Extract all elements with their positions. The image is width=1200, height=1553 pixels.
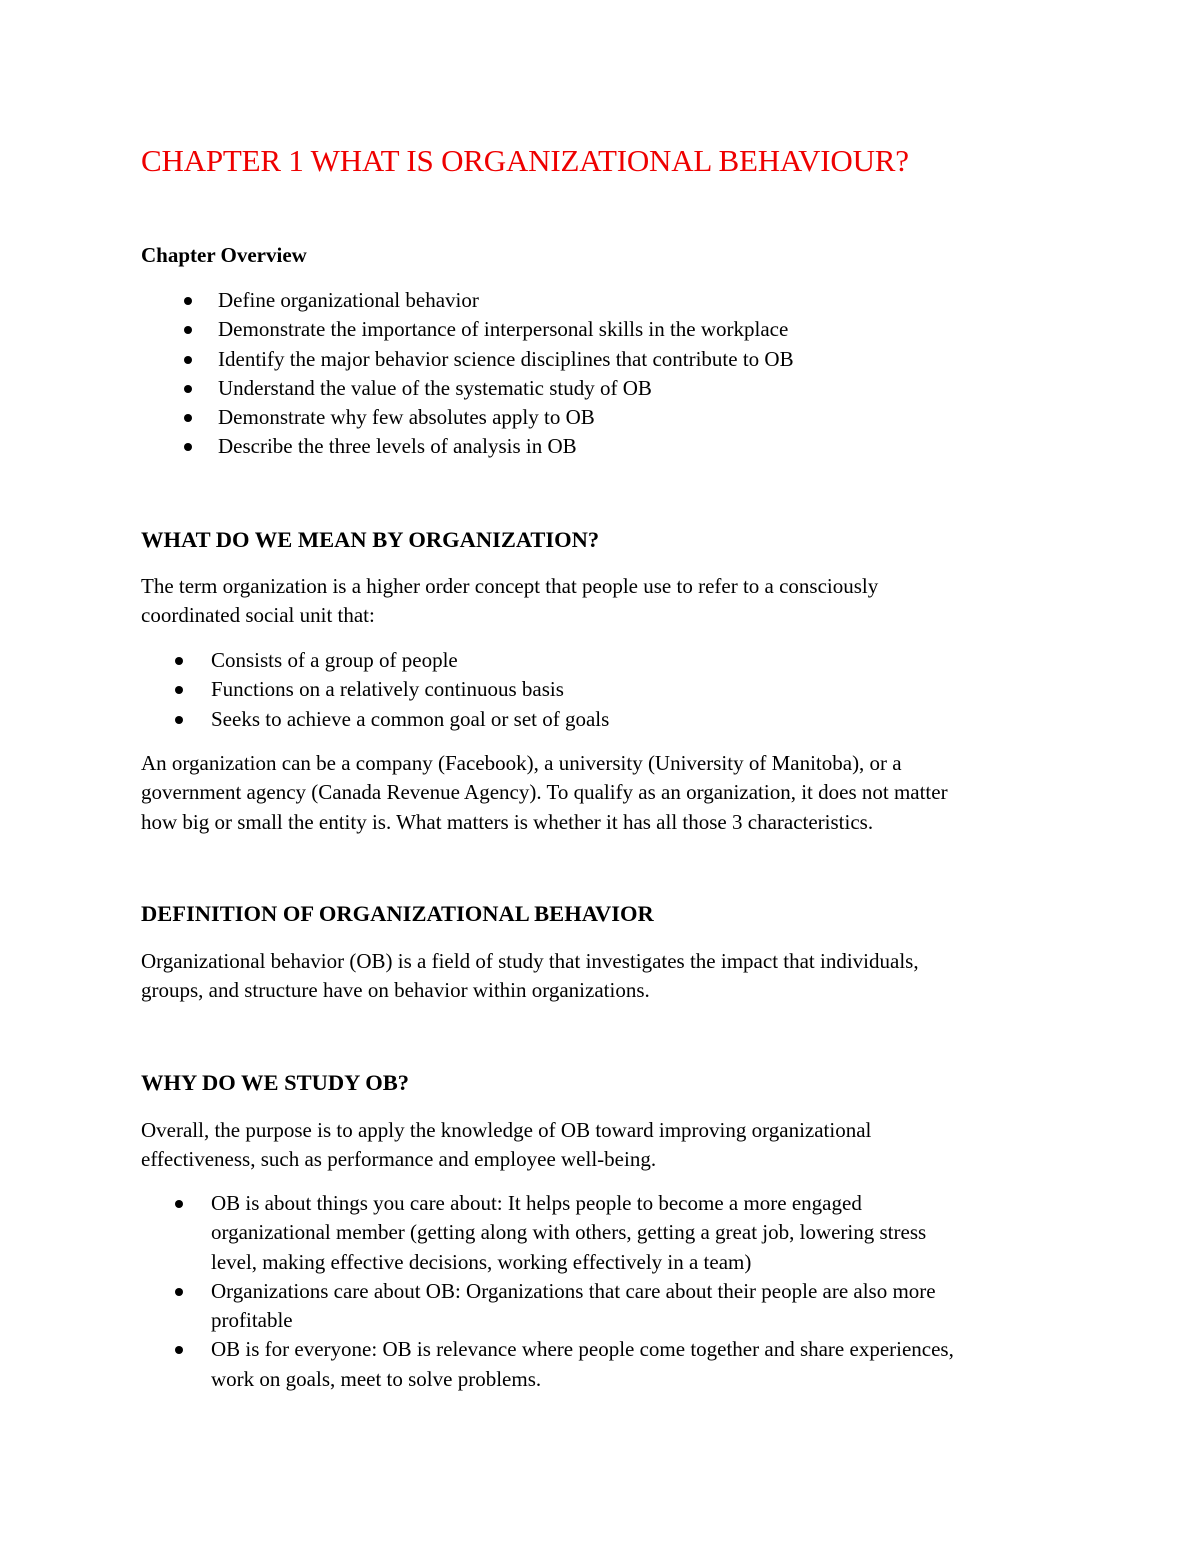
bullet-icon [175, 1346, 183, 1354]
list-item-text: Demonstrate the importance of interpersonal skills in the workplace [218, 317, 789, 342]
text-line: An organization can be a company (Facebook), a university (University of Manitoba), or a [141, 751, 902, 775]
chapter-overview-list [218, 286, 794, 462]
text-line: coordinated social unit that: [141, 603, 375, 628]
text-line: Overall, the purpose is to apply the knowledge of OB toward improving organizational [141, 1118, 872, 1142]
chapter-title: CHAPTER 1 WHAT IS ORGANIZATIONAL BEHAVIOUR? [141, 143, 909, 178]
definition-heading: DEFINITION OF ORGANIZATIONAL BEHAVIOR [141, 901, 654, 926]
bullet-icon [184, 326, 192, 334]
list-item [211, 1335, 1061, 1394]
list-item [218, 286, 794, 315]
text-line: profitable [211, 1308, 293, 1333]
list-item-text: Identify the major behavior science disciplines that contribute to OB [218, 346, 794, 371]
text-line: organizational member (getting along with others, getting a great job, lowering stress [211, 1220, 927, 1245]
chapter-overview-heading: Chapter Overview [141, 243, 307, 267]
text-line: how big or small the entity is. What matters is whether it has all those 3 characteristics. [141, 809, 874, 834]
list-item [211, 705, 609, 734]
list-item-text: Consists of a group of people [211, 648, 458, 672]
text-line: work on goals, meet to solve problems. [211, 1366, 542, 1391]
bullet-icon [175, 1288, 183, 1296]
why-study-heading: WHY DO WE STUDY OB? [141, 1070, 409, 1095]
text-line: level, making effective decisions, working effectively in a team) [211, 1249, 752, 1274]
text-line: OB is about things you care about: It helps people to become a more engaged [211, 1191, 862, 1215]
list-item [218, 374, 794, 403]
text-line: The term organization is a higher order concept that people use to refer to a consciously [141, 574, 879, 598]
list-item [211, 1277, 1061, 1336]
text-line: effectiveness, such as performance and employee well-being. [141, 1147, 657, 1172]
list-item [218, 315, 794, 344]
bullet-icon [175, 716, 183, 724]
list-item [211, 675, 609, 704]
list-item-text: Demonstrate why few absolutes apply to OB [218, 405, 595, 430]
bullet-icon [184, 385, 192, 393]
list-item-text: Define organizational behavior [218, 288, 479, 312]
bullet-icon [184, 297, 192, 305]
text-line: groups, and structure have on behavior within organizations. [141, 978, 650, 1003]
list-item [218, 432, 794, 461]
why-study-intro [141, 1116, 1061, 1175]
text-line: Organizations care about OB: Organizations that care about their people are also more [211, 1278, 936, 1303]
text-line: Organizational behavior (OB) is a field of study that investigates the impact that individuals, [141, 949, 919, 973]
definition-text [141, 947, 1061, 1006]
why-study-list [211, 1189, 1061, 1394]
list-item [211, 1189, 1061, 1277]
organization-heading: WHAT DO WE MEAN BY ORGANIZATION? [141, 527, 600, 552]
organization-characteristics-list [211, 646, 609, 734]
bullet-icon [175, 1200, 183, 1208]
organization-intro [141, 572, 1061, 631]
list-item-text: Functions on a relatively continuous basis [211, 677, 564, 702]
list-item-text: Seeks to achieve a common goal or set of goals [211, 706, 610, 731]
list-item [211, 646, 609, 675]
organization-examples [141, 749, 1061, 837]
bullet-icon [175, 686, 183, 694]
bullet-icon [184, 414, 192, 422]
list-item [218, 403, 794, 432]
bullet-icon [175, 657, 183, 665]
list-item-text: Understand the value of the systematic study of OB [218, 375, 652, 400]
list-item-text: Describe the three levels of analysis in OB [218, 434, 577, 459]
text-line: government agency (Canada Revenue Agency). To qualify as an organization, it does not matter [141, 780, 948, 805]
list-item [218, 345, 794, 374]
text-line: OB is for everyone: OB is relevance where people come together and share experiences, [211, 1337, 954, 1362]
bullet-icon [184, 443, 192, 451]
bullet-icon [184, 356, 192, 364]
